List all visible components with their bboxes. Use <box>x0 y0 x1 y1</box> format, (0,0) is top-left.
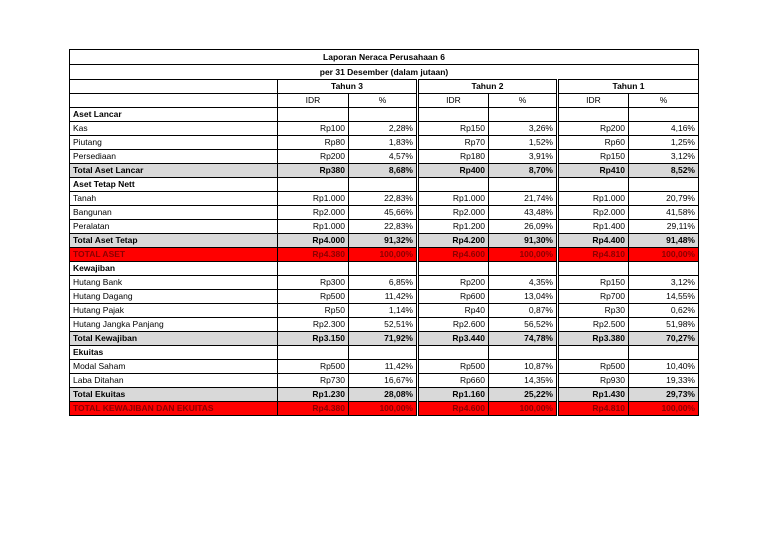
percent-value-cell: 26,09% <box>489 220 558 234</box>
idr-value-cell <box>278 108 349 122</box>
idr-value-cell: Rp4.810 <box>558 248 629 262</box>
percent-value-cell <box>489 262 558 276</box>
idr-value-cell: Rp1.000 <box>558 192 629 206</box>
idr-value-cell: Rp80 <box>278 136 349 150</box>
percent-value-cell: 100,00% <box>489 248 558 262</box>
percent-value-cell: 4,57% <box>349 150 418 164</box>
percent-value-cell: 10,87% <box>489 360 558 374</box>
row-label: TOTAL KEWAJIBAN DAN EKUITAS <box>70 402 278 416</box>
table-row <box>70 220 699 234</box>
row-label: Hutang Dagang <box>70 290 278 304</box>
percent-value-cell: 52,51% <box>349 318 418 332</box>
percent-value-cell: 25,22% <box>489 388 558 402</box>
idr-header: IDR <box>418 94 489 108</box>
percent-value-cell: 100,00% <box>629 248 699 262</box>
report-subtitle: per 31 Desember (dalam jutaan) <box>70 65 699 80</box>
idr-value-cell: Rp500 <box>278 290 349 304</box>
pct-header: % <box>489 94 558 108</box>
percent-value-cell: 3,12% <box>629 150 699 164</box>
subtotal-row <box>70 388 699 402</box>
row-label: Total Aset Lancar <box>70 164 278 178</box>
percent-value-cell: 8,68% <box>349 164 418 178</box>
percent-value-cell <box>349 346 418 360</box>
percent-value-cell: 8,52% <box>629 164 699 178</box>
idr-value-cell: Rp1.200 <box>418 220 489 234</box>
idr-value-cell: Rp4.380 <box>278 248 349 262</box>
table-row <box>70 192 699 206</box>
idr-value-cell: Rp700 <box>558 290 629 304</box>
percent-value-cell: 19,33% <box>629 374 699 388</box>
percent-value-cell: 74,78% <box>489 332 558 346</box>
idr-header: IDR <box>278 94 349 108</box>
table-row <box>70 304 699 318</box>
table-row <box>70 276 699 290</box>
subtotal-row <box>70 332 699 346</box>
section-header-row <box>70 108 699 122</box>
table-row <box>70 136 699 150</box>
percent-value-cell: 29,73% <box>629 388 699 402</box>
percent-value-cell <box>629 108 699 122</box>
idr-value-cell: Rp150 <box>418 122 489 136</box>
idr-value-cell: Rp500 <box>558 360 629 374</box>
idr-value-cell: Rp3.150 <box>278 332 349 346</box>
percent-value-cell: 11,42% <box>349 290 418 304</box>
row-label: Persediaan <box>70 150 278 164</box>
idr-value-cell: Rp2.300 <box>278 318 349 332</box>
table-row <box>70 318 699 332</box>
percent-value-cell <box>489 346 558 360</box>
idr-value-cell: Rp180 <box>418 150 489 164</box>
idr-value-cell: Rp1.000 <box>278 220 349 234</box>
row-label: Tanah <box>70 192 278 206</box>
idr-header: IDR <box>558 94 629 108</box>
idr-value-cell: Rp4.600 <box>418 248 489 262</box>
idr-value-cell: Rp60 <box>558 136 629 150</box>
idr-value-cell: Rp200 <box>278 150 349 164</box>
idr-value-cell: Rp1.400 <box>558 220 629 234</box>
percent-value-cell: 8,70% <box>489 164 558 178</box>
percent-value-cell: 4,35% <box>489 276 558 290</box>
pct-header: % <box>629 94 699 108</box>
idr-value-cell <box>278 178 349 192</box>
empty-header-cell <box>70 94 278 108</box>
percent-value-cell: 41,58% <box>629 206 699 220</box>
percent-value-cell: 14,35% <box>489 374 558 388</box>
row-label: Total Kewajiban <box>70 332 278 346</box>
percent-value-cell: 0,87% <box>489 304 558 318</box>
percent-value-cell: 91,48% <box>629 234 699 248</box>
percent-value-cell: 1,52% <box>489 136 558 150</box>
idr-value-cell <box>278 262 349 276</box>
idr-value-cell: Rp1.430 <box>558 388 629 402</box>
percent-value-cell: 91,32% <box>349 234 418 248</box>
percent-value-cell: 4,16% <box>629 122 699 136</box>
percent-value-cell: 56,52% <box>489 318 558 332</box>
percent-value-cell <box>629 178 699 192</box>
grand-total-row <box>70 402 699 416</box>
year-header-tahun-1: Tahun 1 <box>558 80 699 94</box>
idr-value-cell: Rp150 <box>558 276 629 290</box>
percent-value-cell: 22,83% <box>349 192 418 206</box>
percent-value-cell: 14,55% <box>629 290 699 304</box>
idr-value-cell: Rp930 <box>558 374 629 388</box>
idr-value-cell: Rp2.500 <box>558 318 629 332</box>
idr-value-cell: Rp500 <box>278 360 349 374</box>
empty-header-cell <box>70 80 278 94</box>
idr-value-cell: Rp400 <box>418 164 489 178</box>
percent-value-cell: 100,00% <box>489 402 558 416</box>
idr-value-cell: Rp3.440 <box>418 332 489 346</box>
idr-value-cell: Rp3.380 <box>558 332 629 346</box>
percent-value-cell: 22,83% <box>349 220 418 234</box>
row-label: Aset Lancar <box>70 108 278 122</box>
idr-value-cell: Rp4.810 <box>558 402 629 416</box>
row-label: Kas <box>70 122 278 136</box>
table-row <box>70 122 699 136</box>
subtotal-row <box>70 234 699 248</box>
row-label: Kewajiban <box>70 262 278 276</box>
year-header-tahun-2: Tahun 2 <box>418 80 558 94</box>
year-header-tahun-3: Tahun 3 <box>278 80 418 94</box>
percent-value-cell <box>629 262 699 276</box>
idr-value-cell <box>558 346 629 360</box>
percent-value-cell: 1,83% <box>349 136 418 150</box>
percent-value-cell: 2,28% <box>349 122 418 136</box>
section-header-row <box>70 178 699 192</box>
percent-value-cell: 28,08% <box>349 388 418 402</box>
percent-value-cell: 3,91% <box>489 150 558 164</box>
percent-value-cell: 43,48% <box>489 206 558 220</box>
subtitle-row <box>70 65 699 80</box>
idr-value-cell <box>278 346 349 360</box>
row-label: Modal Saham <box>70 360 278 374</box>
row-label: Hutang Bank <box>70 276 278 290</box>
percent-value-cell <box>349 178 418 192</box>
idr-value-cell: Rp200 <box>418 276 489 290</box>
percent-value-cell: 6,85% <box>349 276 418 290</box>
idr-value-cell: Rp4.200 <box>418 234 489 248</box>
row-label: Hutang Jangka Panjang <box>70 318 278 332</box>
percent-value-cell: 11,42% <box>349 360 418 374</box>
subtotal-row <box>70 164 699 178</box>
idr-value-cell: Rp1.000 <box>278 192 349 206</box>
idr-value-cell: Rp70 <box>418 136 489 150</box>
percent-value-cell: 10,40% <box>629 360 699 374</box>
percent-value-cell: 1,25% <box>629 136 699 150</box>
percent-value-cell: 100,00% <box>349 248 418 262</box>
idr-value-cell: Rp150 <box>558 150 629 164</box>
idr-value-cell <box>418 108 489 122</box>
percent-value-cell: 0,62% <box>629 304 699 318</box>
row-label: Bangunan <box>70 206 278 220</box>
row-label: Piutang <box>70 136 278 150</box>
grand-total-row <box>70 248 699 262</box>
percent-value-cell: 100,00% <box>349 402 418 416</box>
percent-value-cell <box>489 108 558 122</box>
row-label: TOTAL ASET <box>70 248 278 262</box>
table-row <box>70 206 699 220</box>
idr-value-cell: Rp600 <box>418 290 489 304</box>
table-row <box>70 374 699 388</box>
table-row <box>70 290 699 304</box>
idr-value-cell: Rp40 <box>418 304 489 318</box>
idr-value-cell: Rp2.000 <box>278 206 349 220</box>
unit-header-row <box>70 94 699 108</box>
section-header-row <box>70 346 699 360</box>
row-label: Aset Tetap Nett <box>70 178 278 192</box>
row-label: Ekuitas <box>70 346 278 360</box>
section-header-row <box>70 262 699 276</box>
idr-value-cell <box>418 346 489 360</box>
percent-value-cell: 1,14% <box>349 304 418 318</box>
idr-value-cell <box>558 178 629 192</box>
year-header-row <box>70 80 699 94</box>
idr-value-cell: Rp200 <box>558 122 629 136</box>
percent-value-cell: 91,30% <box>489 234 558 248</box>
percent-value-cell <box>489 178 558 192</box>
percent-value-cell: 45,66% <box>349 206 418 220</box>
idr-value-cell <box>418 262 489 276</box>
idr-value-cell: Rp1.230 <box>278 388 349 402</box>
percent-value-cell: 16,67% <box>349 374 418 388</box>
report-title: Laporan Neraca Perusahaan 6 <box>70 50 699 65</box>
idr-value-cell <box>558 108 629 122</box>
row-label: Hutang Pajak <box>70 304 278 318</box>
row-label: Peralatan <box>70 220 278 234</box>
idr-value-cell: Rp410 <box>558 164 629 178</box>
idr-value-cell <box>418 178 489 192</box>
percent-value-cell: 100,00% <box>629 402 699 416</box>
percent-value-cell <box>349 108 418 122</box>
idr-value-cell: Rp300 <box>278 276 349 290</box>
percent-value-cell: 13,04% <box>489 290 558 304</box>
idr-value-cell: Rp2.000 <box>558 206 629 220</box>
idr-value-cell: Rp1.160 <box>418 388 489 402</box>
idr-value-cell: Rp500 <box>418 360 489 374</box>
title-row <box>70 50 699 65</box>
percent-value-cell: 71,92% <box>349 332 418 346</box>
percent-value-cell: 3,12% <box>629 276 699 290</box>
idr-value-cell: Rp4.380 <box>278 402 349 416</box>
percent-value-cell <box>349 262 418 276</box>
table-row <box>70 150 699 164</box>
percent-value-cell: 3,26% <box>489 122 558 136</box>
idr-value-cell: Rp30 <box>558 304 629 318</box>
percent-value-cell: 29,11% <box>629 220 699 234</box>
table-row <box>70 360 699 374</box>
idr-value-cell: Rp50 <box>278 304 349 318</box>
percent-value-cell: 70,27% <box>629 332 699 346</box>
row-label: Total Aset Tetap <box>70 234 278 248</box>
idr-value-cell: Rp2.000 <box>418 206 489 220</box>
percent-value-cell <box>629 346 699 360</box>
row-label: Total Ekuitas <box>70 388 278 402</box>
row-label: Laba Ditahan <box>70 374 278 388</box>
idr-value-cell <box>558 262 629 276</box>
idr-value-cell: Rp2.600 <box>418 318 489 332</box>
idr-value-cell: Rp730 <box>278 374 349 388</box>
percent-value-cell: 51,98% <box>629 318 699 332</box>
balance-sheet-table <box>69 49 699 416</box>
idr-value-cell: Rp1.000 <box>418 192 489 206</box>
idr-value-cell: Rp380 <box>278 164 349 178</box>
idr-value-cell: Rp100 <box>278 122 349 136</box>
idr-value-cell: Rp4.600 <box>418 402 489 416</box>
idr-value-cell: Rp660 <box>418 374 489 388</box>
percent-value-cell: 20,79% <box>629 192 699 206</box>
idr-value-cell: Rp4.400 <box>558 234 629 248</box>
idr-value-cell: Rp4.000 <box>278 234 349 248</box>
pct-header: % <box>349 94 418 108</box>
percent-value-cell: 21,74% <box>489 192 558 206</box>
